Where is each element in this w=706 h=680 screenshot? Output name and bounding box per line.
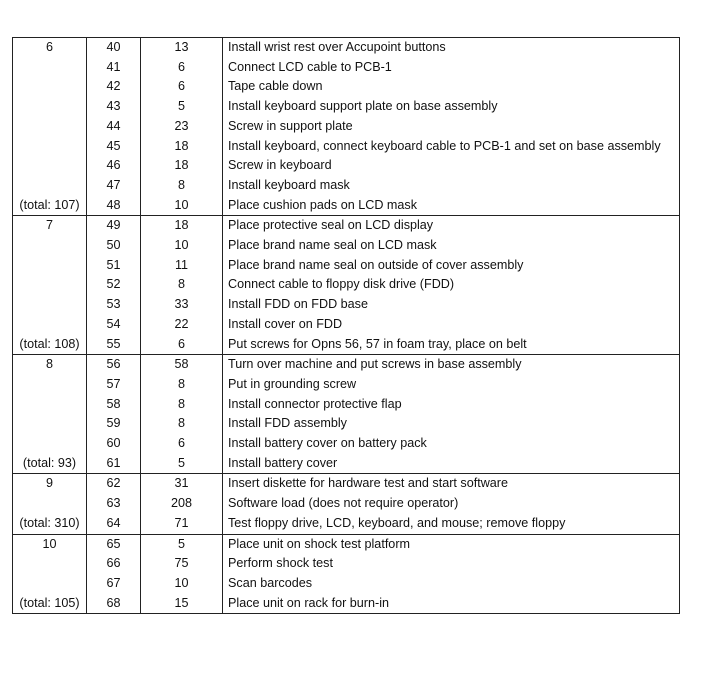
operation-time: 18 — [141, 216, 223, 236]
operation-time: 5 — [141, 454, 223, 474]
operation-number: 42 — [87, 77, 141, 97]
operation-description: Place unit on rack for burn-in — [223, 594, 680, 614]
operation-description: Install keyboard, connect keyboard cable to PCB-1 and set on base assembly — [223, 137, 680, 157]
table-row — [13, 434, 680, 454]
operation-number: 40 — [87, 38, 141, 58]
station-cell — [13, 494, 87, 514]
operation-time: 8 — [141, 395, 223, 415]
table-row — [13, 554, 680, 574]
operation-number: 44 — [87, 117, 141, 137]
station-cell — [13, 295, 87, 315]
station-cell — [13, 275, 87, 295]
operation-description: Software load (does not require operator) — [223, 494, 680, 514]
operation-description: Install keyboard support plate on base assembly — [223, 97, 680, 117]
operation-description: Screw in keyboard — [223, 156, 680, 176]
table-row — [13, 77, 680, 97]
station-cell — [13, 375, 87, 395]
station-total: (total: 108) — [13, 335, 87, 355]
operation-time: 8 — [141, 275, 223, 295]
operation-number: 63 — [87, 494, 141, 514]
operation-time: 10 — [141, 236, 223, 256]
operation-number: 50 — [87, 236, 141, 256]
operation-number: 43 — [87, 97, 141, 117]
operation-number: 51 — [87, 256, 141, 276]
operation-time: 10 — [141, 196, 223, 216]
station-cell — [13, 414, 87, 434]
operation-description: Install battery cover on battery pack — [223, 434, 680, 454]
station-total: (total: 93) — [13, 454, 87, 474]
operation-time: 23 — [141, 117, 223, 137]
station-number: 8 — [13, 355, 87, 375]
operation-time: 75 — [141, 554, 223, 574]
operation-time: 5 — [141, 534, 223, 554]
operation-description: Place protective seal on LCD display — [223, 216, 680, 236]
operation-time: 6 — [141, 77, 223, 97]
operation-number: 68 — [87, 594, 141, 614]
station-total: (total: 310) — [13, 514, 87, 534]
station-number: 6 — [13, 38, 87, 58]
station-number: 7 — [13, 216, 87, 236]
operation-number: 60 — [87, 434, 141, 454]
operation-description: Install keyboard mask — [223, 176, 680, 196]
operation-number: 67 — [87, 574, 141, 594]
station-cell — [13, 137, 87, 157]
operation-number: 61 — [87, 454, 141, 474]
operation-number: 66 — [87, 554, 141, 574]
operation-description: Install FDD on FDD base — [223, 295, 680, 315]
station-cell — [13, 395, 87, 415]
operation-description: Install cover on FDD — [223, 315, 680, 335]
operation-time: 10 — [141, 574, 223, 594]
operation-description: Test floppy drive, LCD, keyboard, and mouse; remove floppy — [223, 514, 680, 534]
station-cell — [13, 97, 87, 117]
operation-time: 11 — [141, 256, 223, 276]
operation-description: Tape cable down — [223, 77, 680, 97]
operation-number: 64 — [87, 514, 141, 534]
operation-number: 46 — [87, 156, 141, 176]
operation-time: 5 — [141, 97, 223, 117]
table-row — [13, 474, 680, 494]
table-row — [13, 414, 680, 434]
operation-description: Turn over machine and put screws in base assembly — [223, 355, 680, 375]
station-total: (total: 107) — [13, 196, 87, 216]
station-cell — [13, 554, 87, 574]
operation-time: 6 — [141, 335, 223, 355]
table-row — [13, 97, 680, 117]
operation-number: 45 — [87, 137, 141, 157]
operation-description: Install FDD assembly — [223, 414, 680, 434]
operation-number: 54 — [87, 315, 141, 335]
operation-description: Insert diskette for hardware test and start software — [223, 474, 680, 494]
operation-number: 48 — [87, 196, 141, 216]
table-row — [13, 315, 680, 335]
operation-number: 59 — [87, 414, 141, 434]
station-number: 10 — [13, 534, 87, 554]
station-cell — [13, 58, 87, 78]
table-row — [13, 494, 680, 514]
operation-time: 18 — [141, 156, 223, 176]
station-cell — [13, 156, 87, 176]
table-row — [13, 38, 680, 58]
table-row — [13, 335, 680, 355]
operation-time: 22 — [141, 315, 223, 335]
table-row — [13, 534, 680, 554]
table-row — [13, 196, 680, 216]
operation-number: 65 — [87, 534, 141, 554]
table-row — [13, 375, 680, 395]
operation-description: Connect cable to floppy disk drive (FDD) — [223, 275, 680, 295]
operation-number: 56 — [87, 355, 141, 375]
station-cell — [13, 236, 87, 256]
operation-time: 6 — [141, 434, 223, 454]
table-row — [13, 137, 680, 157]
table-row — [13, 117, 680, 137]
operation-description: Screw in support plate — [223, 117, 680, 137]
operation-number: 55 — [87, 335, 141, 355]
operation-number: 62 — [87, 474, 141, 494]
station-number: 9 — [13, 474, 87, 494]
operation-number: 57 — [87, 375, 141, 395]
table-row — [13, 295, 680, 315]
operation-time: 15 — [141, 594, 223, 614]
operation-time: 13 — [141, 38, 223, 58]
operation-description: Place unit on shock test platform — [223, 534, 680, 554]
table-row — [13, 594, 680, 614]
operation-time: 58 — [141, 355, 223, 375]
operation-number: 47 — [87, 176, 141, 196]
operation-time: 31 — [141, 474, 223, 494]
operation-description: Scan barcodes — [223, 574, 680, 594]
station-total: (total: 105) — [13, 594, 87, 614]
table-row — [13, 236, 680, 256]
operation-description: Connect LCD cable to PCB-1 — [223, 58, 680, 78]
table-row — [13, 275, 680, 295]
operation-time: 18 — [141, 137, 223, 157]
station-cell — [13, 77, 87, 97]
station-cell — [13, 256, 87, 276]
operation-description: Install battery cover — [223, 454, 680, 474]
table-row — [13, 355, 680, 375]
operation-number: 49 — [87, 216, 141, 236]
operation-description: Put in grounding screw — [223, 375, 680, 395]
operation-time: 33 — [141, 295, 223, 315]
operations-table-body — [13, 38, 680, 614]
operation-time: 8 — [141, 176, 223, 196]
operation-time: 208 — [141, 494, 223, 514]
operation-time: 6 — [141, 58, 223, 78]
operation-time: 8 — [141, 375, 223, 395]
operation-time: 8 — [141, 414, 223, 434]
table-row — [13, 574, 680, 594]
table-row — [13, 156, 680, 176]
operation-number: 58 — [87, 395, 141, 415]
operation-number: 41 — [87, 58, 141, 78]
station-cell — [13, 117, 87, 137]
station-cell — [13, 574, 87, 594]
operation-description: Place brand name seal on outside of cover assembly — [223, 256, 680, 276]
operation-time: 71 — [141, 514, 223, 534]
table-row — [13, 256, 680, 276]
operation-description: Install connector protective flap — [223, 395, 680, 415]
station-cell — [13, 176, 87, 196]
operation-description: Put screws for Opns 56, 57 in foam tray, place on belt — [223, 335, 680, 355]
operation-description: Install wrist rest over Accupoint buttons — [223, 38, 680, 58]
table-row — [13, 395, 680, 415]
station-cell — [13, 434, 87, 454]
operations-table — [12, 37, 680, 614]
operation-number: 53 — [87, 295, 141, 315]
station-cell — [13, 315, 87, 335]
table-row — [13, 454, 680, 474]
operation-description: Place brand name seal on LCD mask — [223, 236, 680, 256]
operation-description: Perform shock test — [223, 554, 680, 574]
operation-description: Place cushion pads on LCD mask — [223, 196, 680, 216]
table-row — [13, 58, 680, 78]
operation-number: 52 — [87, 275, 141, 295]
table-row — [13, 176, 680, 196]
table-row — [13, 514, 680, 534]
table-row — [13, 216, 680, 236]
